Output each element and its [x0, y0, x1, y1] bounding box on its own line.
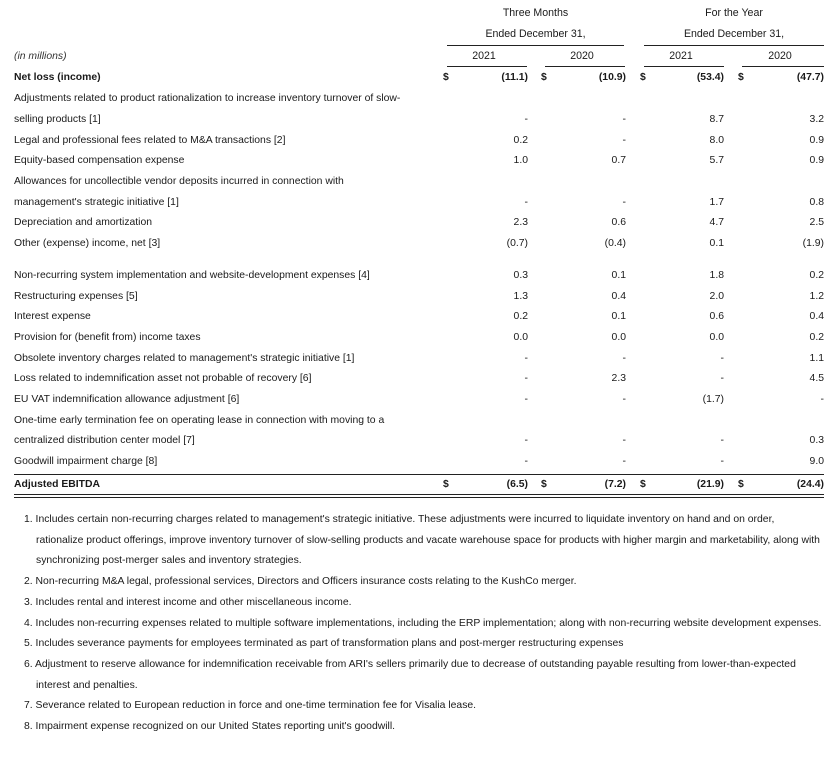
value-cell: - — [720, 435, 724, 446]
value-cell: 1.3 — [513, 291, 528, 302]
footnote-4: 4. Includes non-recurring expenses related to multiple software implementations, including the ERP implementation; along with non-recurring website development expenses. — [24, 617, 822, 629]
value-cell: (1.7) — [702, 394, 724, 405]
value-cell: - — [622, 135, 626, 146]
currency-symbol: $ — [541, 72, 547, 83]
total-top-rule — [14, 474, 824, 475]
value-cell: 0.9 — [809, 155, 824, 166]
value-cell: 0.6 — [709, 311, 724, 322]
header-rule-year — [644, 45, 824, 46]
value-cell: 0.9 — [809, 135, 824, 146]
value-cell: - — [622, 353, 626, 364]
value-cell: (0.4) — [604, 238, 626, 249]
table-row — [0, 306, 834, 327]
table-row — [0, 171, 834, 192]
value-cell: (0.7) — [506, 238, 528, 249]
table-row — [0, 451, 834, 472]
row-label: Allowances for uncollectible vendor deposits incurred in connection with — [14, 176, 344, 187]
value-cell: (7.2) — [604, 479, 626, 490]
row-label: Adjustments related to product rationalization to increase inventory turnover of slow- — [14, 93, 401, 104]
row-label: Provision for (benefit from) income taxes — [14, 332, 201, 343]
row-label: Depreciation and amortization — [14, 217, 153, 228]
value-cell: 1.0 — [513, 155, 528, 166]
table-row — [0, 389, 834, 410]
table-row — [0, 150, 834, 171]
value-cell: 0.1 — [611, 311, 626, 322]
value-cell: (53.4) — [696, 72, 724, 83]
header-three-months-line2: Ended December 31, — [485, 28, 586, 40]
table-row — [0, 265, 834, 286]
value-cell: 3.2 — [809, 114, 824, 125]
value-cell: 1.2 — [809, 291, 824, 302]
currency-symbol: $ — [640, 72, 646, 83]
value-cell: 0.3 — [809, 435, 824, 446]
row-label: Loss related to indemnification asset not probable of recovery [6] — [14, 373, 312, 384]
value-cell: - — [524, 114, 528, 125]
footnotes — [24, 510, 824, 738]
table-row — [0, 192, 834, 213]
value-cell: 2.3 — [513, 217, 528, 228]
value-cell: - — [524, 435, 528, 446]
table-row — [0, 88, 834, 109]
value-cell: - — [622, 114, 626, 125]
row-label: One-time early termination fee on operating lease in connection with moving to a — [14, 415, 385, 426]
value-cell: 4.7 — [709, 217, 724, 228]
row-label: Restructuring expenses [5] — [14, 291, 138, 302]
value-cell: 2.5 — [809, 217, 824, 228]
header-year-2021-q: 2021 — [472, 50, 496, 62]
footnote-6: 6. Adjustment to reserve allowance for indemnification receivable from ARI's sellers primarily due to decrease of outstanding payable resulting from lower-than-expected interest and penalties. — [24, 658, 796, 691]
value-cell: 0.4 — [809, 311, 824, 322]
table-row — [0, 286, 834, 307]
value-cell: 0.4 — [611, 291, 626, 302]
row-label: Adjusted EBITDA — [14, 479, 101, 490]
value-cell: (47.7) — [796, 72, 824, 83]
row-label: EU VAT indemnification allowance adjustment [6] — [14, 394, 240, 405]
value-cell: 0.0 — [513, 332, 528, 343]
value-cell: 0.0 — [709, 332, 724, 343]
header-year-line2: Ended December 31, — [683, 28, 785, 40]
table-row — [0, 67, 834, 88]
row-label: Non-recurring system implementation and website-development expenses [4] — [14, 270, 370, 281]
value-cell: (24.4) — [796, 479, 824, 490]
value-cell: 2.3 — [611, 373, 626, 384]
table-row — [0, 109, 834, 130]
table-row — [0, 130, 834, 151]
value-cell: - — [524, 373, 528, 384]
value-cell: - — [720, 373, 724, 384]
value-cell: 0.3 — [513, 270, 528, 281]
value-cell: 0.2 — [513, 135, 528, 146]
value-cell: 2.0 — [709, 291, 724, 302]
footnote-3: 3. Includes rental and interest income and other miscellaneous income. — [24, 596, 352, 608]
value-cell: 5.7 — [709, 155, 724, 166]
header-three-months-line1: Three Months — [502, 7, 569, 19]
value-cell: (6.5) — [506, 479, 528, 490]
footnote-7: 7. Severance related to European reduction in force and one-time termination fee for Visalia lease. — [24, 700, 477, 712]
footnote-5: 5. Includes severance payments for employees terminated as part of transformation plans and post-merger restructuring expenses — [24, 638, 624, 650]
value-cell: 0.8 — [809, 197, 824, 208]
header-rule-three-months — [447, 45, 624, 46]
footnote-1: 1. Includes certain non-recurring charges related to management's strategic initiative. These adjustments were incurred to liquidate inventory on hand and on order, rationalize product offerings, improve inventory turnover of slow-selling products and vacate warehouse space for products with higher margin and marketability, along with synchronizing post-merger sales and inventory strategies. — [24, 514, 820, 567]
value-cell: 1.8 — [709, 270, 724, 281]
table-row — [0, 327, 834, 348]
value-cell: 0.2 — [809, 332, 824, 343]
value-cell: 9.0 — [809, 456, 824, 467]
currency-symbol: $ — [443, 479, 449, 490]
header-year-line1: For the Year — [705, 7, 763, 19]
value-cell: - — [622, 394, 626, 405]
footnote-8: 8. Impairment expense recognized on our United States reporting unit's goodwill. — [24, 721, 396, 733]
value-cell: (11.1) — [501, 72, 528, 83]
value-cell: - — [720, 353, 724, 364]
value-cell: (10.9) — [598, 72, 626, 83]
value-cell: 0.0 — [611, 332, 626, 343]
row-label: centralized distribution center model [7] — [14, 435, 195, 446]
currency-symbol: $ — [738, 72, 744, 83]
value-cell: - — [622, 197, 626, 208]
table-row — [0, 474, 834, 495]
footnote-2: 2. Non-recurring M&A legal, professional services, Directors and Officers insurance costs relating to the KushCo merger. — [24, 576, 577, 588]
value-cell: - — [524, 353, 528, 364]
value-cell: 0.1 — [611, 270, 626, 281]
value-cell: 0.2 — [513, 311, 528, 322]
table-row — [0, 348, 834, 369]
value-cell: 0.1 — [709, 238, 724, 249]
row-label: Legal and professional fees related to M&A transactions [2] — [14, 135, 286, 146]
value-cell: 8.7 — [709, 114, 724, 125]
value-cell: 4.5 — [809, 373, 824, 384]
header-year-2020-q: 2020 — [570, 50, 594, 62]
row-label: management's strategic initiative [1] — [14, 197, 179, 208]
row-label: Other (expense) income, net [3] — [14, 238, 161, 249]
value-cell: 0.6 — [611, 217, 626, 228]
value-cell: - — [524, 456, 528, 467]
currency-symbol: $ — [640, 479, 646, 490]
table-row — [0, 410, 834, 431]
value-cell: (21.9) — [696, 479, 724, 490]
value-cell: 1.7 — [709, 197, 724, 208]
currency-symbol: $ — [738, 479, 744, 490]
value-cell: - — [622, 456, 626, 467]
row-label: Interest expense — [14, 311, 91, 322]
row-label: Goodwill impairment charge [8] — [14, 456, 158, 467]
row-label: Equity-based compensation expense — [14, 155, 185, 166]
currency-symbol: $ — [443, 72, 449, 83]
units-label: (in millions) — [14, 51, 67, 62]
value-cell: 1.1 — [809, 353, 824, 364]
table-row — [0, 368, 834, 389]
header-year-2020-y: 2020 — [768, 50, 792, 62]
value-cell: (1.9) — [802, 238, 824, 249]
row-label: Obsolete inventory charges related to management's strategic initiative [1] — [14, 353, 355, 364]
total-double-rule — [14, 494, 824, 498]
value-cell: - — [820, 394, 824, 405]
table-row — [0, 212, 834, 233]
row-label: Net loss (income) — [14, 72, 101, 83]
header-year-2021-y: 2021 — [669, 50, 693, 62]
value-cell: 0.7 — [611, 155, 626, 166]
value-cell: - — [622, 435, 626, 446]
row-label: selling products [1] — [14, 114, 101, 125]
value-cell: 0.2 — [809, 270, 824, 281]
table-row — [0, 430, 834, 451]
table-row — [0, 233, 834, 254]
value-cell: 8.0 — [709, 135, 724, 146]
currency-symbol: $ — [541, 479, 547, 490]
value-cell: - — [524, 197, 528, 208]
value-cell: - — [524, 394, 528, 405]
value-cell: - — [720, 456, 724, 467]
